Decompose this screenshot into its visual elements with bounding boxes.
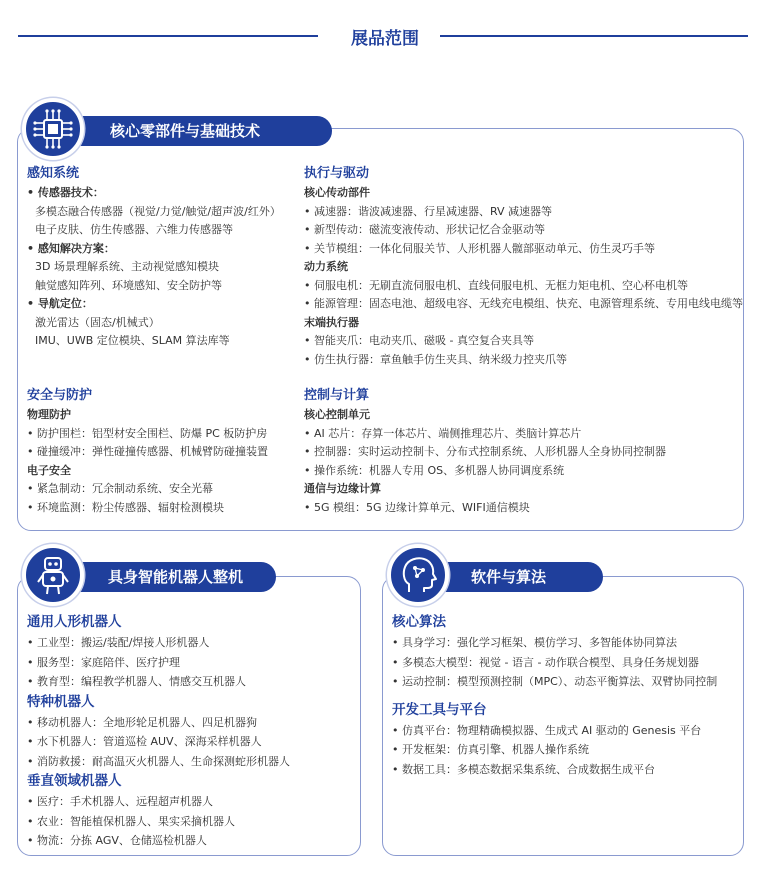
robots-heading-vertical: 垂直领域机器人 [27,773,122,789]
list-item: • 工业型：搬运/装配/焊接人形机器人 [27,636,210,649]
list-item: • 物流：分拣 AGV、仓储巡检机器人 [27,834,207,847]
list-item: • 减速器：谐波减速器、行星减速器、RV 减速器等 [304,204,553,218]
list-item: • 消防救援：耐高温灭火机器人、生命探测蛇形机器人 [27,754,290,768]
list-item: • 农业：智能植保机器人、果实采摘机器人 [27,814,235,828]
list-item: 多模态融合传感器（视觉/力觉/触觉/超声波/红外） [35,204,281,218]
subheading: 通信与边缘计算 [304,482,381,495]
actuation-section [304,164,743,369]
list-item: • 碰撞缓冲：弹性碰撞传感器、机械臂防碰撞装置 [27,445,268,458]
subheading: 核心传动部件 [304,186,370,199]
list-item: • 5G 模组：5G 边缘计算单元、WIFI通信模块 [304,500,530,514]
robots-heading-general: 通用人形机器人 [27,614,122,630]
subheading: 末端执行器 [304,315,359,329]
core-components-tab: 核心零部件与基础技术 [60,116,332,146]
safety-section [27,386,292,517]
list-item: • 控制器：实时运动控制卡、分布式控制系统、人形机器人全身协同控制器 [304,445,666,458]
robots-heading-special: 特种机器人 [27,693,95,710]
software-tab: 软件与算法 [425,562,603,592]
list-item: • 运动控制：模型预测控制（MPC）、动态平衡算法、双臂协同控制 [392,675,718,688]
list-item: • 水下机器人：管道巡检 AUV、深海采样机器人 [27,735,262,748]
subheading: 核心控制单元 [304,408,370,421]
list-item: • 新型传动：磁流变液传动、形状记忆合金驱动等 [304,223,545,236]
chip-icon [22,98,84,160]
control-heading: 控制与计算 [304,388,370,403]
software-section [392,612,742,779]
subheading: 物理防护 [27,408,71,421]
list-item: • AI 芯片：存算一体芯片、端侧推理芯片、类脑计算芯片 [304,426,582,440]
robots-section [27,612,357,851]
list-item: 3D 场景理解系统、主动视觉感知模块 [35,260,219,273]
subheading: 电子安全 [27,463,71,477]
list-item: • 智能夹爪：电动夹爪、磁吸 - 真空复合夹具等 [304,334,534,347]
list-item: • 仿生执行器：章鱼触手仿生夹具、纳米级力控夹爪等 [304,352,567,366]
list-item: • 医疗：手术机器人、远程超声机器人 [27,795,213,808]
list-item: • 导航定位： [27,297,93,310]
list-item: • 教育型：编程教学机器人、情感交互机器人 [27,675,246,688]
ai-head-icon [387,544,449,606]
list-item: • 关节模组：一体化伺服关节、人形机器人髋部驱动单元、仿生灵巧手等 [304,241,655,255]
list-item: IMU、UWB 定位模块、SLAM 算法库等 [35,334,230,347]
list-item: • 移动机器人：全地形轮足机器人、四足机器狗 [27,715,257,729]
list-item: • 多模态大模型：视觉 - 语言 - 动作联合模型、具身任务规划器 [392,655,699,669]
robot-icon [22,544,84,606]
section-header [0,22,770,50]
list-item: 电子皮肤、仿生传感器、六维力传感器等 [35,223,233,236]
list-item: • 环境监测：粉尘传感器、辐射检测模块 [27,500,224,514]
list-item: • 具身学习：强化学习框架、模仿学习、多智能体协同算法 [392,636,677,649]
list-item: • 服务型：家庭陪伴、医疗护理 [27,655,180,669]
list-item: • 仿真平台：物理精确模拟器、生成式 AI 驱动的 Genesis 平台 [392,723,702,737]
actuation-heading: 执行与驱动 [304,166,370,181]
list-item: • 能源管理：固态电池、超级电容、无线充电模组、快充、电源管理系统、专用电线电缆等 [304,297,743,310]
list-item: • 伺服电机：无刷直流伺服电机、直线伺服电机、无框力矩电机、空心杯电机等 [304,278,688,292]
list-item: • 防护围栏：铝型材安全围栏、防爆 PC 板防护房 [27,426,268,440]
control-section [304,386,740,517]
safety-heading: 安全与防护 [27,388,93,403]
list-item: • 传感器技术： [27,186,104,199]
subheading: 动力系统 [304,260,348,273]
list-item: • 紧急制动：冗余制动系统、安全光幕 [27,482,213,495]
page-title: 展品范围 [351,29,419,49]
list-item: • 感知解决方案： [27,241,115,255]
perception-section [27,164,292,351]
list-item: 触觉感知阵列、环境感知、安全防护等 [35,278,222,292]
list-item: 激光雷达（固态/机械式） [35,315,160,329]
perception-heading: 感知系统 [27,166,80,181]
software-heading-tools: 开发工具与平台 [392,701,487,718]
software-heading-algorithms: 核心算法 [392,614,446,630]
list-item: • 操作系统：机器人专用 OS、多机器人协同调度系统 [304,463,565,477]
list-item: • 数据工具：多模态数据采集系统、合成数据生成平台 [392,762,655,776]
list-item: • 开发框架：仿真引擎、机器人操作系统 [392,743,589,756]
robots-tab: 具身智能机器人整机 [60,562,276,592]
